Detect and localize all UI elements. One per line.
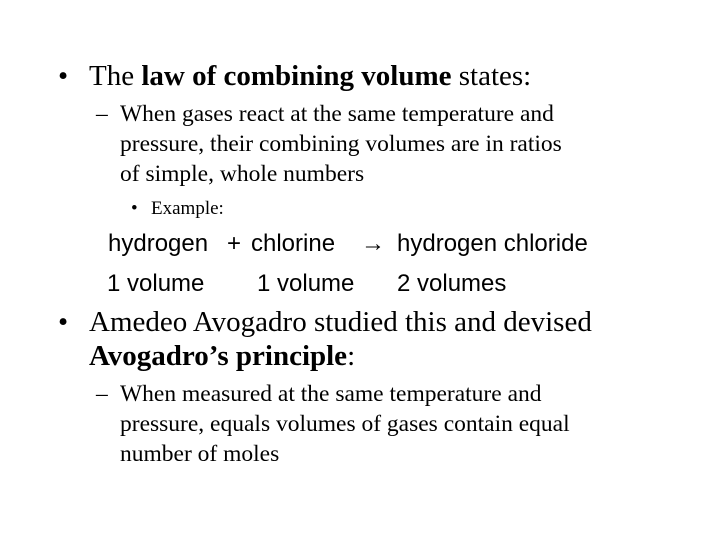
reaction-arrow-icon: → [361,230,385,257]
law-definition-line-2: pressure, their combining volumes are in ratios [120,131,562,157]
volume-chlorine: 1 volume [257,270,355,297]
dash-marker: – [96,101,108,127]
principle-definition-line-2: pressure, equals volumes of gases contain equal [120,411,570,437]
law-heading-post: states: [451,60,532,92]
principle-definition-line-1: When measured at the same temperature and [120,381,542,407]
volume-hydrogen: 1 volume [107,270,205,297]
law-heading-pre: The [89,60,142,92]
volume-product: 2 volumes [397,270,507,297]
example-marker: • [131,198,138,219]
plus-sign: + [227,230,242,257]
principle-colon: : [347,340,356,372]
law-name: law of combining volume [141,60,452,92]
dash-marker: – [96,381,108,407]
reactant-chlorine: chlorine [251,230,336,257]
reactant-hydrogen: hydrogen [108,230,209,257]
bullet-marker: • [58,306,69,338]
law-definition-line-3: of simple, whole numbers [120,161,365,187]
principle-definition-line-3: number of moles [120,441,280,467]
principle-name: Avogadro’s principle [89,340,348,372]
law-definition-line-1: When gases react at the same temperature and [120,101,554,127]
product-hydrogen-chloride: hydrogen chloride [397,230,588,257]
avogadro-line-1: Amedeo Avogadro studied this and devised [89,306,592,338]
bullet-marker: • [58,60,69,92]
law-heading [89,60,531,93]
example-label: Example: [151,198,224,219]
avogadro-line-2 [89,340,355,373]
